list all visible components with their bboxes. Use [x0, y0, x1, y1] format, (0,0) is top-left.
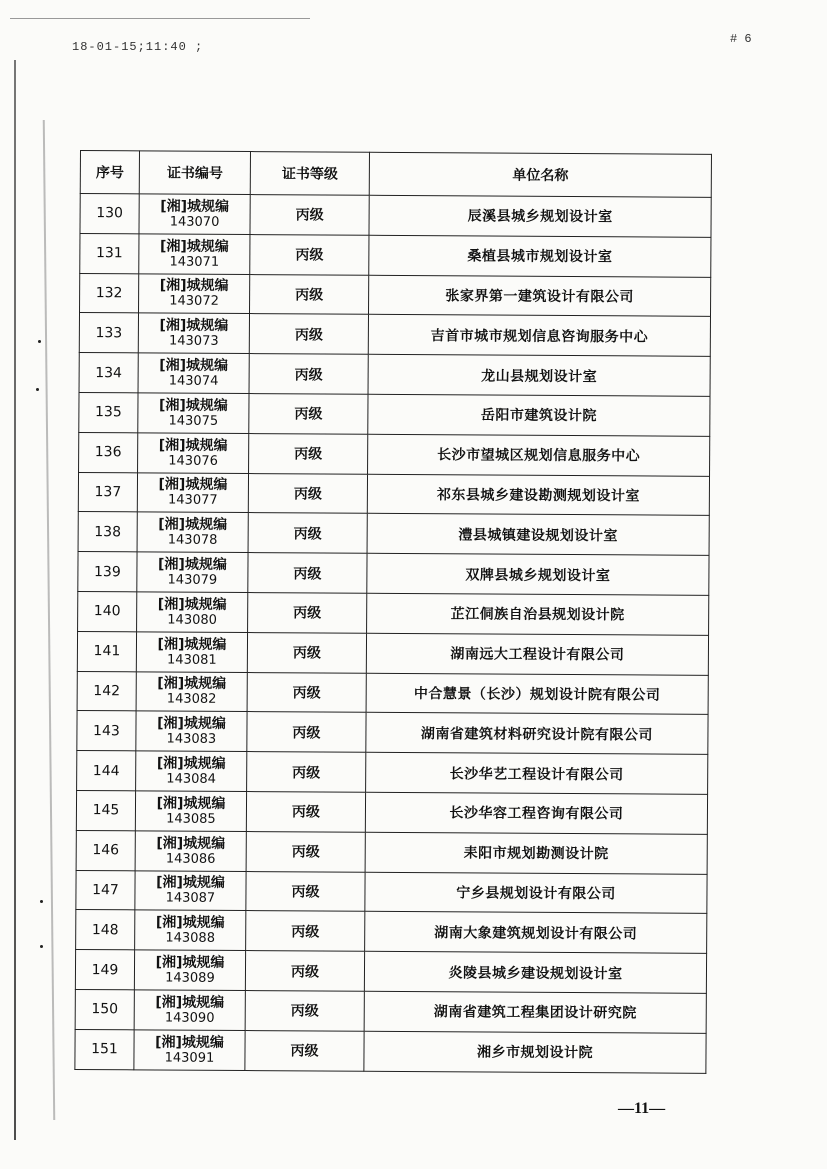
column-header-unit-name: 单位名称 [369, 152, 711, 197]
cell-cert-number [134, 950, 245, 990]
cell-cert-number [137, 472, 248, 512]
cell-seq: 145 [76, 790, 135, 830]
table-row [78, 552, 709, 596]
table-row [80, 194, 711, 238]
cell-unit-name: 湖南省建筑材料研究设计院有限公司 [366, 713, 708, 755]
cell-seq: 146 [76, 830, 135, 870]
cell-seq: 149 [75, 950, 134, 990]
table-row [79, 313, 710, 357]
table-row [77, 631, 708, 675]
cell-grade: 丙级 [250, 234, 369, 275]
cell-grade: 丙级 [246, 791, 365, 832]
scan-speck [40, 945, 43, 948]
cell-unit-name: 耒阳市规划勘测设计院 [365, 832, 707, 874]
table-row [78, 591, 709, 635]
cell-grade: 丙级 [247, 672, 366, 713]
cert-number: 143085 [166, 811, 216, 827]
page-number: —11— [618, 1100, 666, 1117]
cell-grade: 丙级 [248, 513, 367, 554]
cell-unit-name: 张家界第一建筑设计有限公司 [368, 275, 710, 317]
table-row [77, 671, 708, 715]
cell-cert-number [137, 592, 248, 632]
cell-unit-name: 祁东县城乡建设勘测规划设计室 [367, 474, 709, 516]
cell-cert-number [139, 194, 250, 234]
cell-cert-number [137, 552, 248, 592]
cell-grade: 丙级 [245, 951, 364, 992]
cell-seq: 143 [77, 711, 136, 751]
cell-grade: 丙级 [248, 473, 367, 514]
cert-number: 143076 [168, 453, 218, 469]
cell-grade: 丙级 [250, 274, 369, 315]
cert-prefix: [湘]城规编 [157, 596, 227, 613]
cell-grade: 丙级 [247, 752, 366, 793]
cell-unit-name: 长沙华容工程咨询有限公司 [365, 792, 707, 834]
table-row [78, 472, 709, 516]
cell-unit-name: 长沙华艺工程设计有限公司 [366, 752, 708, 794]
cell-seq: 139 [78, 552, 137, 592]
cert-number: 143086 [165, 851, 216, 867]
cell-unit-name: 辰溪县城乡规划设计室 [369, 195, 711, 237]
cert-number: 143087 [165, 890, 216, 907]
table-row [80, 233, 711, 277]
cell-grade: 丙级 [249, 354, 368, 395]
cell-unit-name: 湘乡市规划设计院 [364, 1031, 706, 1073]
scan-edge-line-faint [43, 120, 55, 1120]
fax-timestamp: 18-01-15;11:40 ; [72, 40, 204, 54]
cell-seq: 132 [80, 273, 139, 313]
cell-seq: 131 [80, 233, 139, 273]
cell-grade: 丙级 [246, 831, 365, 872]
table-row [76, 790, 707, 834]
cell-seq: 147 [76, 870, 135, 910]
certificate-register-table [74, 150, 712, 1073]
cell-seq: 142 [77, 671, 136, 711]
cert-number: 143081 [167, 652, 217, 668]
table-header-row [80, 151, 711, 198]
cell-unit-name: 宁乡县规划设计有限公司 [365, 872, 707, 914]
cert-number: 143074 [168, 373, 219, 389]
column-header-seq: 序号 [80, 151, 139, 194]
table-row [76, 910, 707, 954]
cert-prefix: [湘]城规编 [155, 994, 225, 1011]
cert-prefix: [湘]城规编 [159, 238, 229, 255]
table-row [76, 830, 707, 874]
cert-prefix: [湘]城规编 [157, 675, 227, 693]
table-row [75, 989, 706, 1033]
cell-seq: 130 [80, 194, 139, 234]
cert-prefix: [湘]城规编 [156, 755, 226, 772]
cell-grade: 丙级 [248, 553, 367, 594]
cell-unit-name: 龙山县规划设计室 [368, 354, 710, 396]
table-row [75, 950, 706, 994]
cell-seq: 140 [78, 591, 137, 631]
cell-cert-number [136, 671, 247, 711]
cert-prefix: [湘]城规编 [157, 636, 227, 653]
cert-number: 143084 [166, 771, 217, 787]
cell-unit-name: 中合慧景（长沙）规划设计院有限公司 [366, 673, 708, 715]
cert-number: 143073 [168, 333, 219, 350]
scan-top-edge [10, 18, 310, 19]
cell-cert-number [136, 751, 247, 791]
cell-seq: 135 [79, 392, 138, 432]
cert-number: 143071 [169, 254, 220, 270]
table-body [75, 194, 711, 1073]
cert-number: 143077 [167, 493, 218, 509]
cert-number: 143072 [169, 294, 219, 310]
cell-grade: 丙级 [249, 394, 368, 435]
cert-number: 143082 [166, 691, 217, 708]
table-row [78, 512, 709, 556]
cell-seq: 144 [77, 751, 136, 791]
cell-cert-number [138, 433, 249, 473]
cell-grade: 丙级 [249, 314, 368, 355]
cell-seq: 151 [75, 1029, 134, 1069]
cert-number: 143088 [165, 930, 216, 947]
cell-cert-number [139, 273, 250, 313]
cell-unit-name: 桑植县城市规划设计室 [369, 235, 711, 277]
cert-prefix: [湘]城规编 [156, 874, 225, 892]
table-row [75, 1029, 706, 1073]
cell-seq: 137 [78, 472, 137, 512]
cert-prefix: [湘]城规编 [157, 715, 226, 733]
cell-seq: 141 [77, 631, 136, 671]
cell-unit-name: 岳阳市建筑设计院 [368, 394, 710, 436]
cell-grade: 丙级 [247, 632, 366, 673]
cell-unit-name: 吉首市城市规划信息咨询服务中心 [368, 315, 710, 357]
cert-prefix: [湘]城规编 [158, 437, 228, 454]
cert-prefix: [湘]城规编 [155, 914, 225, 932]
cell-seq: 150 [75, 989, 134, 1029]
cell-grade: 丙级 [245, 1030, 364, 1071]
cell-seq: 133 [79, 313, 138, 353]
cert-number: 143075 [168, 413, 219, 429]
cell-cert-number [139, 234, 250, 274]
cell-grade: 丙级 [249, 433, 368, 474]
column-header-grade: 证书等级 [250, 152, 369, 196]
cell-cert-number [135, 870, 246, 910]
cell-grade: 丙级 [245, 990, 364, 1031]
cert-prefix: [湘]城规编 [159, 277, 229, 295]
cell-cert-number [134, 1030, 245, 1070]
cell-seq: 148 [76, 910, 135, 950]
cell-cert-number [138, 353, 249, 393]
cell-unit-name: 双牌县城乡规划设计室 [367, 553, 709, 595]
cert-prefix: [湘]城规编 [156, 795, 226, 812]
page-marker: # 6 [730, 32, 752, 46]
cell-unit-name: 澧县城镇建设规划设计室 [367, 514, 709, 556]
cert-number: 143091 [164, 1050, 215, 1066]
cert-number: 143070 [169, 214, 220, 230]
cell-cert-number [135, 791, 246, 831]
cert-number: 143089 [165, 970, 215, 986]
cert-number: 143090 [164, 1010, 215, 1026]
cell-unit-name: 湖南省建筑工程集团设计研究院 [364, 991, 706, 1033]
cell-grade: 丙级 [247, 712, 366, 753]
scan-edge-line [14, 60, 16, 1140]
table-row [77, 751, 708, 795]
cell-unit-name: 湖南远大工程设计有限公司 [366, 633, 708, 675]
cert-number: 143080 [167, 612, 217, 628]
table-row [76, 870, 707, 914]
scan-speck [36, 388, 39, 391]
cert-prefix: [湘]城规编 [159, 357, 229, 374]
table-row [79, 392, 710, 436]
cell-seq: 136 [79, 432, 138, 472]
cell-cert-number [136, 632, 247, 672]
cert-prefix: [湘]城规编 [158, 476, 228, 494]
cell-cert-number [138, 393, 249, 433]
table-row [79, 432, 710, 476]
cell-cert-number [135, 831, 246, 871]
cell-cert-number [137, 512, 248, 552]
cert-prefix: [湘]城规编 [159, 317, 229, 335]
scan-speck [38, 340, 41, 343]
cell-unit-name: 炎陵县城乡建设规划设计室 [364, 951, 706, 993]
cell-grade: 丙级 [246, 871, 365, 912]
cell-unit-name: 长沙市望城区规划信息服务中心 [368, 434, 710, 476]
cert-number: 143083 [166, 731, 217, 748]
cell-seq: 138 [78, 512, 137, 552]
cell-cert-number [135, 910, 246, 950]
cell-cert-number [134, 990, 245, 1030]
cert-prefix: [湘]城规编 [158, 397, 228, 414]
column-header-cert-number: 证书编号 [139, 151, 250, 195]
cell-grade: 丙级 [248, 593, 367, 634]
cert-number: 143079 [167, 572, 218, 588]
cert-prefix: [湘]城规编 [160, 198, 230, 215]
cell-unit-name: 湖南大象建筑规划设计有限公司 [365, 912, 707, 954]
cert-prefix: [湘]城规编 [155, 954, 225, 971]
cell-seq: 134 [79, 353, 138, 393]
cert-prefix: [湘]城规编 [155, 1034, 224, 1051]
cell-unit-name: 芷江侗族自治县规划设计院 [367, 593, 709, 635]
cert-prefix: [湘]城规编 [156, 835, 226, 852]
table-row [77, 711, 708, 755]
cert-prefix: [湘]城规编 [158, 556, 227, 573]
cell-cert-number [138, 313, 249, 353]
cert-prefix: [湘]城规编 [158, 516, 228, 534]
cell-cert-number [136, 711, 247, 751]
scan-speck [40, 900, 43, 903]
cell-grade: 丙级 [246, 911, 365, 952]
table-row [79, 353, 710, 397]
cert-number: 143078 [167, 532, 218, 549]
cell-grade: 丙级 [250, 195, 369, 236]
table-row [80, 273, 711, 317]
